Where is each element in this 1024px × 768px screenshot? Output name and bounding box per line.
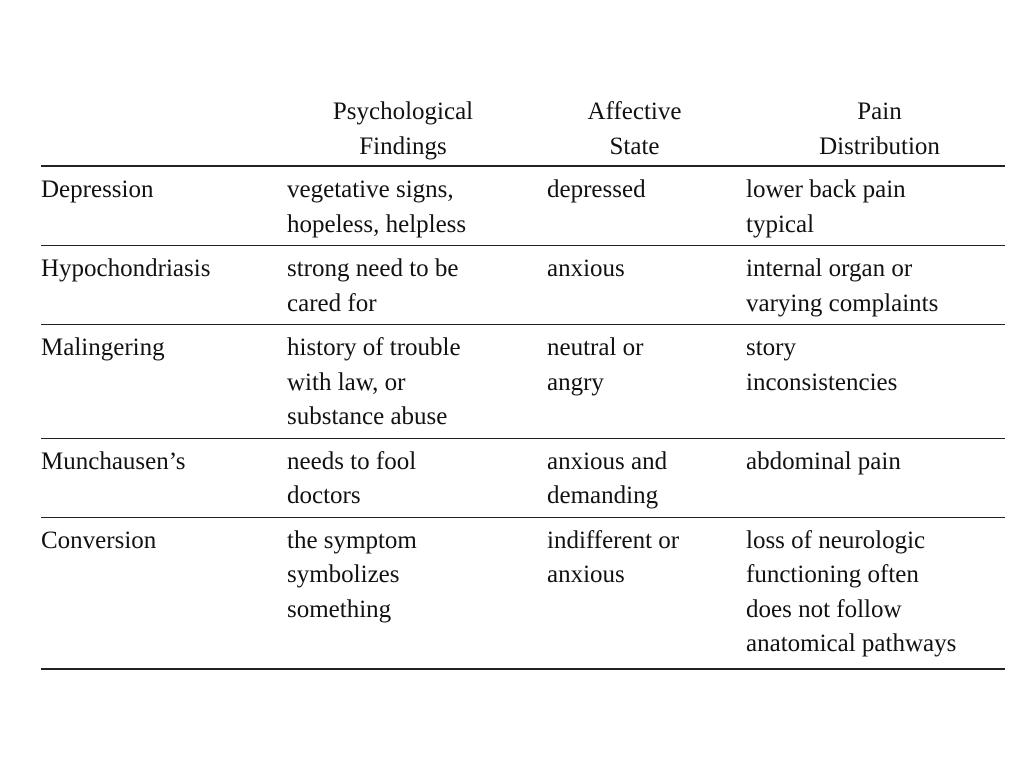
findings-line: the symptom (287, 526, 417, 554)
table-row-conversion (41, 517, 1005, 669)
findings-line: something (287, 595, 392, 623)
cell-condition (41, 325, 287, 439)
pain-line: anatomical pathways (746, 630, 957, 657)
pain-line: abdominal pain (746, 447, 901, 475)
pain-line: internal organ or (746, 255, 913, 282)
affective-line: demanding (547, 482, 659, 509)
table-header (41, 95, 1005, 166)
condition-name: Munchausen’s (41, 447, 186, 475)
pain-line: lower back pain (746, 176, 906, 203)
cell-pain (746, 246, 1005, 325)
pain-line: typical (746, 210, 815, 238)
cell-condition (41, 438, 287, 517)
pain-line: inconsistencies (746, 368, 898, 396)
header-row (41, 95, 1005, 166)
cell-findings (287, 517, 547, 669)
cell-affective (547, 517, 746, 669)
header-line: Affective (587, 98, 682, 125)
table-row-malingering (41, 325, 1005, 439)
pain-line: story (746, 334, 796, 361)
table-body (41, 166, 1005, 669)
affective-line: angry (547, 368, 604, 396)
findings-line: hopeless, helpless (287, 210, 467, 238)
findings-line: vegetative signs, (287, 176, 454, 203)
pain-line: does not follow (746, 595, 902, 623)
findings-line: history of trouble (287, 334, 461, 361)
cell-condition (41, 166, 287, 246)
header-line: Psychological (332, 98, 474, 125)
cell-findings (287, 438, 547, 517)
affective-line: anxious and (547, 447, 668, 475)
condition-name: Hypochondriasis (41, 255, 211, 282)
cell-affective (547, 166, 746, 246)
condition-name: Conversion (41, 526, 157, 554)
pain-line: varying complaints (746, 289, 939, 317)
cell-pain (746, 166, 1005, 246)
findings-line: symbolizes (287, 561, 400, 588)
header-affective-state (547, 95, 746, 166)
condition-name: Depression (41, 176, 154, 203)
pain-syndromes-table (41, 95, 1005, 670)
cell-affective (547, 438, 746, 517)
header-line: State (609, 132, 660, 160)
cell-findings (287, 325, 547, 439)
cell-pain (746, 325, 1005, 439)
affective-line: neutral or (547, 334, 644, 361)
affective-line: anxious (547, 561, 625, 588)
findings-line: substance abuse (287, 403, 448, 430)
findings-line: cared for (287, 289, 377, 317)
header-condition (41, 95, 287, 166)
header-line: Pain (857, 98, 902, 125)
cell-affective (547, 246, 746, 325)
findings-line: with law, or (287, 368, 406, 396)
cell-condition (41, 517, 287, 669)
table-row-munchausens (41, 438, 1005, 517)
affective-line: depressed (547, 176, 646, 203)
findings-line: doctors (287, 482, 361, 509)
cell-pain (746, 517, 1005, 669)
condition-name: Malingering (41, 334, 165, 361)
table-row-depression (41, 166, 1005, 246)
header-line: Findings (359, 132, 447, 160)
cell-affective (547, 325, 746, 439)
header-psychological-findings (287, 95, 547, 166)
pain-line: functioning often (746, 561, 919, 588)
cell-pain (746, 438, 1005, 517)
affective-line: anxious (547, 255, 625, 282)
cell-condition (41, 246, 287, 325)
cell-findings (287, 166, 547, 246)
comparison-table-container (41, 95, 1005, 670)
header-pain-distribution (746, 95, 1005, 166)
table-row-hypochondriasis (41, 246, 1005, 325)
findings-line: needs to fool (287, 447, 417, 475)
cell-findings (287, 246, 547, 325)
findings-line: strong need to be (287, 255, 459, 282)
header-line: Distribution (819, 132, 940, 160)
affective-line: indifferent or (547, 526, 680, 554)
pain-line: loss of neurologic (746, 526, 926, 554)
